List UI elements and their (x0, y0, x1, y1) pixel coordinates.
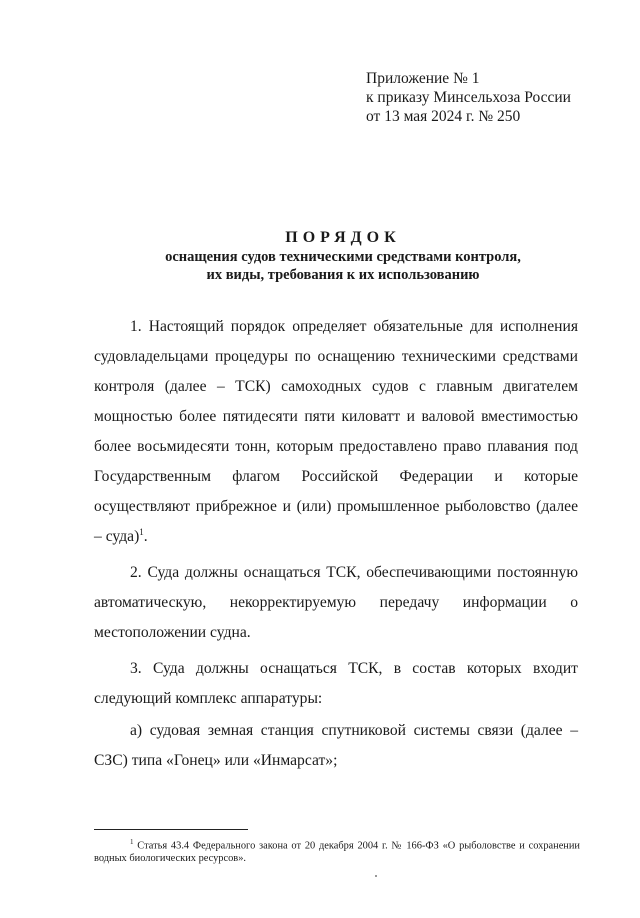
paragraph-3a: а) судовая земная станция спутниковой системы связи (далее – СЗС) типа «Гонец» или «Инмарсат»; (94, 722, 578, 769)
document-body (94, 312, 578, 782)
title-subtitle-line1: оснащения судов техническими средствами контроля, (165, 249, 521, 265)
document-title (0, 228, 640, 284)
appendix-order-ref: к приказу Минсельхоза России (366, 89, 571, 106)
appendix-order-date: от 13 мая 2024 г. № 250 (366, 108, 521, 125)
footnote-separator (94, 829, 248, 830)
title-subtitle-line2: их виды, требования к их использованию (206, 267, 480, 283)
paragraph-3: 3. Суда должны оснащаться ТСК, в состав которых входит следующий комплекс аппаратуры: (94, 660, 578, 707)
footnote (94, 836, 580, 865)
paragraph-1 (94, 312, 578, 552)
appendix-number: Приложение № 1 (366, 70, 480, 87)
footnote-mark: 1 (130, 838, 134, 846)
footnote-text: Статья 43.4 Федерального закона от 20 декабря 2004 г. № 166-ФЗ «О рыболовстве и сохранении водных биологических ресурсов». (94, 840, 580, 865)
footnote-reference[interactable]: 1 (139, 526, 144, 537)
appendix-header (366, 69, 616, 126)
scan-speck (375, 875, 377, 877)
paragraph-1-text: 1. Настоящий порядок определяет обязательные для исполнения судовладельцами процедуры по оснащению техническими средствами контроля (далее – ТСК) самоходных судов с главным двигателем мощностью более пятидесяти пяти киловатт и валовой вместимостью более восьмидесяти тонн, которым предоставлено право плавания под Государственным флагом Российской Федерации и которые осуществляют прибрежное и (или) промышленное рыболовство (далее – суда) (94, 318, 578, 545)
paragraph-2: 2. Суда должны оснащаться ТСК, обеспечивающими постоянную автоматическую, некорректируемую передачу информации о местоположении судна. (94, 564, 578, 641)
paragraph-1-end: . (143, 528, 148, 545)
title-main: ПОРЯДОК (285, 229, 401, 246)
